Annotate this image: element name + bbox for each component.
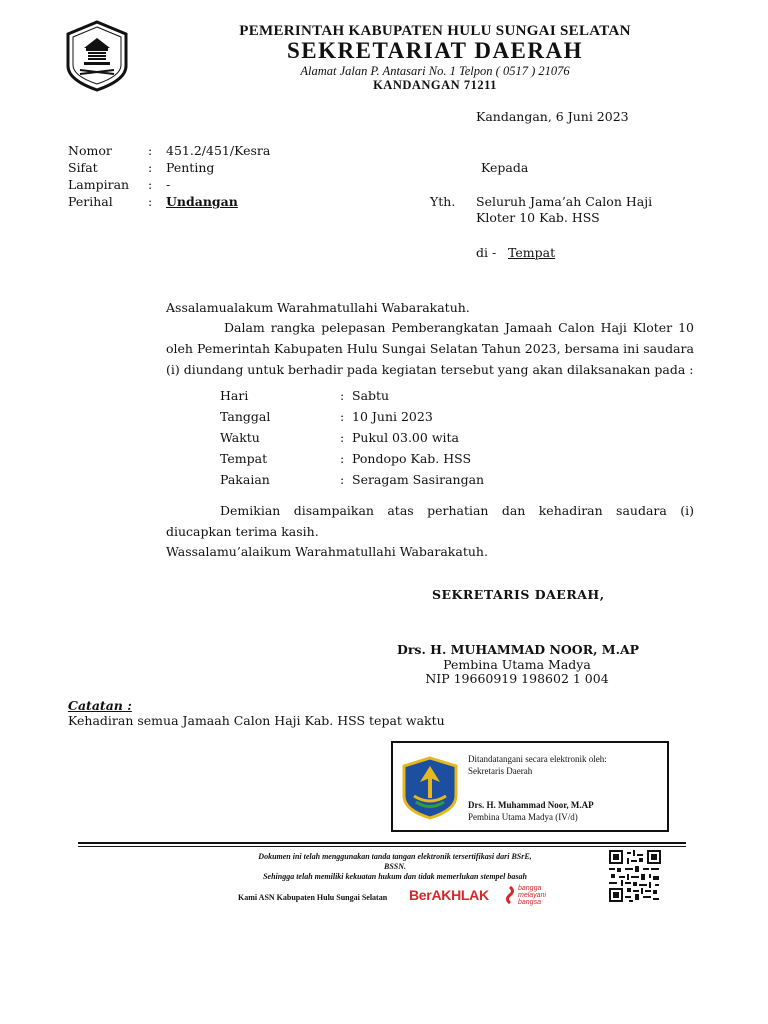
footer-line3: Sehingga telah memiliki kekuatan hukum dan tidak memerlukan stempel basah xyxy=(263,872,527,881)
detail-value: Pondopo Kab. HSS xyxy=(352,451,472,466)
note-text: Kehadiran semua Jamaah Calon Haji Kab. HSS tepat waktu xyxy=(68,713,445,728)
esign-name: Drs. H. Muhammad Noor, M.AP xyxy=(468,800,594,810)
nomor-label: Nomor xyxy=(68,143,112,158)
closing-salam: Wassalamu’alaikum Warahmatullahi Wabarakatuh. xyxy=(166,544,488,559)
detail-label: Pakaian xyxy=(220,472,270,487)
letterhead-government: PEMERINTAH KABUPATEN HULU SUNGAI SELATAN xyxy=(239,23,631,39)
detail-label: Tanggal xyxy=(220,409,271,424)
letterhead-address: Alamat Jalan P. Antasari No. 1 Telpon ( 0517 ) 21076 xyxy=(300,64,570,78)
letterhead-office: SEKRETARIAT DAERAH xyxy=(286,38,584,63)
bangga-melayani-icon xyxy=(503,886,517,904)
detail-value: Seragam Sasirangan xyxy=(352,472,485,487)
detail-label: Hari xyxy=(220,388,249,403)
sifat-colon: : xyxy=(148,160,153,175)
detail-colon: : xyxy=(340,430,345,445)
detail-value: 10 Juni 2023 xyxy=(352,409,433,424)
detail-colon: : xyxy=(340,409,345,424)
esign-line2: Sekretaris Daerah xyxy=(468,766,533,776)
recipient-line2: Kloter 10 Kab. HSS xyxy=(476,210,600,225)
nomor-colon: : xyxy=(148,143,153,158)
footer-rule xyxy=(78,846,686,847)
letter-date: Kandangan, 6 Juni 2023 xyxy=(476,109,629,124)
detail-value: Sabtu xyxy=(352,388,390,403)
lampiran-label: Lampiran xyxy=(68,177,130,192)
perihal-label: Perihal xyxy=(68,194,113,209)
recipient-tempat: Tempat xyxy=(508,245,556,260)
qr-code-icon xyxy=(609,850,661,902)
footer-asn: Kami ASN Kabupaten Hulu Sungai Selatan xyxy=(238,893,388,902)
signatory-rank: Pembina Utama Madya xyxy=(443,657,591,672)
detail-value: Pukul 03.00 wita xyxy=(352,430,459,445)
letterhead-city: KANDANGAN 71211 xyxy=(373,78,497,92)
detail-label: Tempat xyxy=(220,451,268,466)
berakhlak-logo: BerAKHLAK xyxy=(409,887,489,903)
yth-label: Yth. xyxy=(430,194,456,209)
footer-rule xyxy=(78,842,686,844)
greeting: Assalamualakum Warahmatullahi Wabarakatuh. xyxy=(166,300,470,315)
sifat-value: Penting xyxy=(166,160,215,175)
detail-colon: : xyxy=(340,388,345,403)
sifat-label: Sifat xyxy=(68,160,98,175)
esign-rank: Pembina Utama Madya (IV/d) xyxy=(468,812,578,822)
signatory-name: Drs. H. MUHAMMAD NOOR, M.AP xyxy=(397,642,640,657)
body-paragraph: Dalam rangka pelepasan Pemberangkatan Jamaah Calon Haji Kloter 10 oleh Pemerintah Kabupaten Hulu Sungai Selatan Tahun 2023, bersama ini saudara (i) diundang untuk berhadir pada kegiatan tersebut yang akan dilaksanakan pada : xyxy=(166,320,694,377)
recipient-line1: Seluruh Jama’ah Calon Haji xyxy=(476,194,653,209)
perihal-value: Undangan xyxy=(166,194,238,209)
note-label: Catatan : xyxy=(68,698,132,713)
signature-title: SEKRETARIS DAERAH, xyxy=(432,587,605,602)
signatory-nip: NIP 19660919 198602 1 004 xyxy=(425,671,609,686)
detail-label: Waktu xyxy=(220,430,260,445)
nomor-value: 451.2/451/Kesra xyxy=(166,143,271,158)
footer-line1: Dokumen ini telah menggunakan tanda tangan elektronik tersertifikasi dari BSrE, xyxy=(258,852,532,861)
province-emblem-icon xyxy=(402,756,458,820)
esign-line1: Ditandatangani secara elektronik oleh: xyxy=(468,754,607,764)
lampiran-colon: : xyxy=(148,177,153,192)
detail-colon: : xyxy=(340,451,345,466)
recipient-di: di - xyxy=(476,245,497,260)
bangga-text-1: bangga xyxy=(518,885,542,892)
lampiran-value: - xyxy=(166,177,171,192)
closing-paragraph: Demikian disampaikan atas perhatian dan kehadiran saudara (i) diucapkan terima kasih. xyxy=(166,503,694,539)
regency-logo-icon xyxy=(66,20,128,92)
footer-line2: BSSN. xyxy=(383,862,406,871)
bangga-text-3: bangsa xyxy=(518,899,541,906)
kepada-label: Kepada xyxy=(481,160,529,175)
perihal-colon: : xyxy=(148,194,153,209)
detail-colon: : xyxy=(340,472,345,487)
bangga-text-2: melayani xyxy=(518,892,547,899)
